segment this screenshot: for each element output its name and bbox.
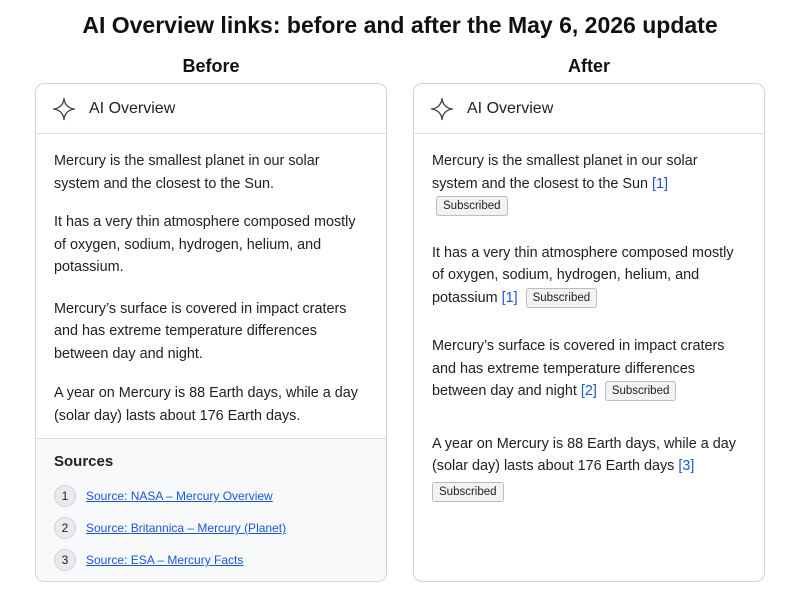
before-label: Before	[182, 56, 240, 76]
paragraph	[432, 150, 746, 218]
source-link[interactable]: Source: ESA – Mercury Facts	[86, 553, 244, 567]
citation-link[interactable]: [1]	[651, 175, 668, 192]
paragraph-text: Mercury’s surface is covered in impact craters and has extreme temperature differences between day and night	[432, 338, 725, 399]
source-item	[54, 480, 368, 512]
sources-section	[36, 438, 386, 581]
after-panel	[413, 83, 765, 582]
source-item	[54, 512, 368, 544]
citation-link[interactable]: [2]	[580, 383, 597, 399]
before-panel-header	[36, 84, 386, 134]
header-label: AI Overview	[467, 99, 554, 117]
subscribed-badge: Subscribed	[605, 381, 677, 401]
paragraph	[432, 242, 746, 310]
source-number: 1	[54, 485, 76, 507]
sparkle-icon	[430, 97, 454, 121]
sparkle-icon	[52, 97, 76, 121]
source-number: 3	[54, 549, 76, 571]
paragraph	[432, 433, 746, 504]
after-panel-header	[414, 84, 764, 134]
paragraph-text: Mercury is the smallest planet in our solar system and the closest to the Sun	[432, 153, 698, 192]
sources-title: Sources	[54, 453, 114, 470]
after-label: After	[567, 56, 610, 76]
page-title: AI Overview links: before and after the May 6, 2026 update	[82, 12, 718, 38]
header-label: AI Overview	[89, 99, 176, 117]
source-item	[54, 544, 368, 576]
citation-link[interactable]: [1]	[501, 289, 518, 306]
paragraph: Mercury’s surface is covered in impact craters and has extreme temperature differences between day and night.	[54, 300, 347, 362]
paragraph: A year on Mercury is 88 Earth days, while a day (solar day) lasts about 176 Earth days.	[54, 385, 358, 424]
paragraph: Mercury is the smallest planet in our solar system and the closest to the Sun.	[54, 153, 320, 192]
source-number: 2	[54, 517, 76, 539]
paragraph-text: It has a very thin atmosphere composed mostly of oxygen, sodium, hydrogen, helium, and potassium	[432, 244, 734, 306]
after-body	[414, 134, 764, 503]
citation-link[interactable]: [3]	[678, 458, 695, 474]
paragraph: It has a very thin atmosphere composed mostly of oxygen, sodium, hydrogen, helium, and potassium.	[54, 214, 356, 275]
source-link[interactable]: Source: NASA – Mercury Overview	[86, 489, 273, 503]
subscribed-badge: Subscribed	[526, 288, 598, 308]
paragraph	[432, 335, 746, 403]
before-body	[36, 134, 386, 427]
before-panel	[35, 83, 387, 582]
subscribed-badge: Subscribed	[432, 482, 504, 502]
subscribed-badge: Subscribed	[436, 196, 508, 216]
paragraph-text: A year on Mercury is 88 Earth days, while a day (solar day) lasts about 176 Earth days	[432, 435, 736, 474]
source-link[interactable]: Source: Britannica – Mercury (Planet)	[86, 521, 287, 535]
